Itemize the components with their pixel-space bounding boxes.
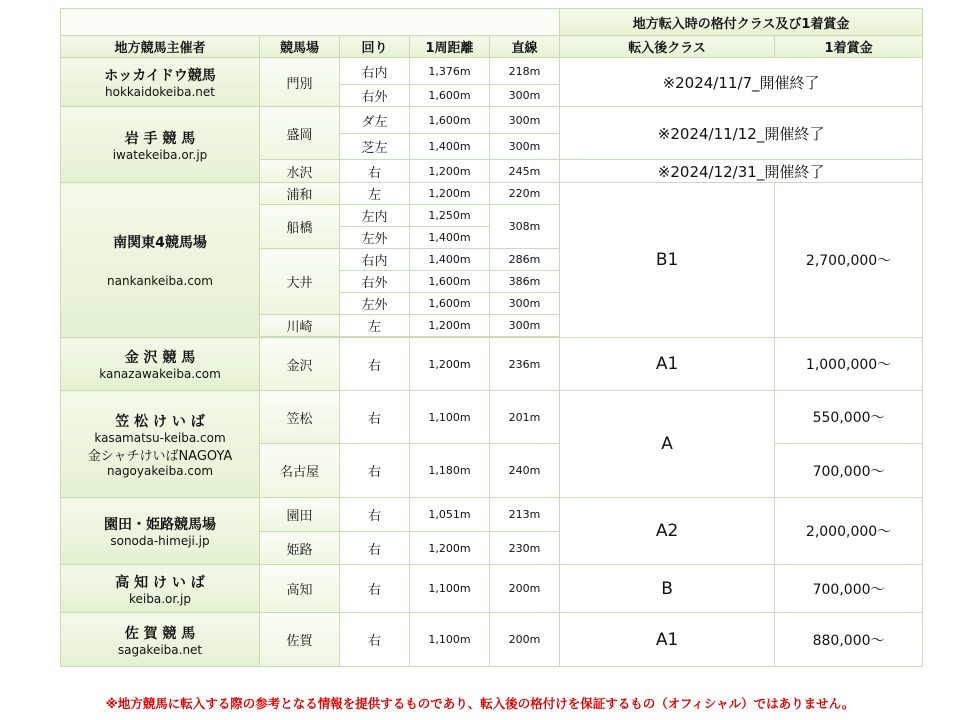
table-row (61, 107, 923, 134)
lap-distance: 1,400m (410, 249, 490, 271)
organizer-url[interactable]: kanazawakeiba.com (99, 367, 221, 381)
table-row (61, 391, 923, 444)
transfer-class: A1 (560, 338, 775, 391)
lap-distance: 1,200m (410, 160, 490, 183)
turn: 右 (340, 613, 410, 667)
turn: 左内 (340, 205, 410, 227)
organizer-name: 南関東4競馬場 (113, 235, 207, 251)
turn: 左 (340, 315, 410, 337)
disclaimer-note: ※地方競馬に転入する際の参考となる情報を提供するものであり、転入後の格付けを保証するもの（オフィシャル）ではありません。 (105, 696, 855, 711)
straight: 245m (490, 160, 560, 183)
organizer-name: 笠 松 け い ば (115, 413, 205, 430)
straight: 200m (490, 565, 560, 613)
turn: 芝左 (340, 134, 410, 160)
lap-distance: 1,200m (410, 315, 490, 337)
straight: 240m (490, 444, 560, 498)
lap-distance: 1,600m (410, 271, 490, 293)
organizer-cell (61, 613, 260, 667)
turn: 左外 (340, 293, 410, 315)
track-name: 水沢 (260, 160, 340, 183)
first-prize: 700,000～ (775, 444, 923, 498)
table-row (61, 338, 923, 391)
track-name: 笠松 (260, 391, 340, 444)
first-prize: 880,000～ (775, 613, 923, 667)
table-row (61, 498, 923, 532)
organizer-name: ホッカイドウ競馬 (104, 68, 216, 84)
turn: 右外 (340, 85, 410, 107)
straight: 200m (490, 613, 560, 667)
transfer-class: B (560, 565, 775, 613)
first-prize: 2,700,000～ (775, 183, 923, 338)
transfer-class: A (560, 391, 775, 498)
organizer-cell (61, 183, 260, 338)
lap-distance: 1,051m (410, 498, 490, 532)
organizer-name: 佐 賀 競 馬 (124, 625, 196, 642)
straight: 220m (490, 183, 560, 205)
turn: 左外 (340, 227, 410, 249)
straight: 386m (490, 271, 560, 293)
col-track: 競馬場 (260, 36, 340, 58)
organizer-cell (61, 498, 260, 565)
track-name: 金沢 (260, 338, 340, 391)
track-name: 佐賀 (260, 613, 340, 667)
organizer-url[interactable]: sagakeiba.net (117, 642, 203, 657)
organizer-url[interactable]: keiba.or.jp (129, 591, 191, 606)
organizer-url[interactable]: nagoyakeiba.com (106, 463, 214, 478)
lap-distance: 1,400m (410, 134, 490, 160)
col-class: 転入後クラス (560, 36, 775, 58)
track-name: 大井 (260, 249, 340, 315)
turn: 右 (340, 498, 410, 532)
table-row (61, 613, 923, 667)
straight: 308m (490, 205, 560, 249)
lap-distance: 1,250m (410, 205, 490, 227)
organizer-cell (61, 107, 260, 183)
track-name: 川崎 (260, 315, 340, 337)
organizer-url[interactable]: kasamatsu-keiba.com (94, 430, 226, 445)
lap-distance: 1,100m (410, 613, 490, 667)
turn: 右 (340, 338, 410, 391)
organizer-url[interactable]: sonoda-himeji.jp (110, 534, 210, 548)
turn: 右 (340, 532, 410, 565)
lap-distance: 1,376m (410, 58, 490, 85)
organizer-cell (61, 565, 260, 613)
table-row (61, 565, 923, 613)
track-name: 園田 (260, 498, 340, 532)
first-prize: 550,000～ (775, 391, 923, 444)
transfer-class: A2 (560, 498, 775, 565)
closed-note: ※2024/11/12_開催終了 (560, 107, 923, 160)
track-name: 門別 (260, 58, 340, 107)
transfer-class-table (60, 8, 923, 667)
organizer-cell (61, 338, 260, 391)
lap-distance: 1,600m (410, 107, 490, 134)
first-prize: 1,000,000～ (775, 338, 923, 391)
turn: 右 (340, 565, 410, 613)
straight: 218m (490, 58, 560, 85)
col-organizer: 地方競馬主催者 (61, 36, 260, 58)
straight: 300m (490, 85, 560, 107)
transfer-class: B1 (560, 183, 775, 338)
straight: 236m (490, 338, 560, 391)
straight: 300m (490, 315, 560, 337)
lap-distance: 1,180m (410, 444, 490, 498)
header-blank (61, 9, 560, 36)
organizer-cell (61, 391, 260, 498)
lap-distance: 1,100m (410, 391, 490, 444)
organizer-url[interactable]: hokkaidokeiba.net (105, 85, 215, 99)
turn: 左 (340, 183, 410, 205)
straight: 286m (490, 249, 560, 271)
track-name: 名古屋 (260, 444, 340, 498)
lap-distance: 1,200m (410, 532, 490, 565)
turn: 右 (340, 444, 410, 498)
turn: 右内 (340, 249, 410, 271)
straight: 230m (490, 532, 560, 565)
straight: 300m (490, 107, 560, 134)
straight: 300m (490, 293, 560, 315)
turn: 右内 (340, 58, 410, 85)
lap-distance: 1,400m (410, 227, 490, 249)
straight: 201m (490, 391, 560, 444)
col-turn: 回り (340, 36, 410, 58)
organizer-url[interactable]: nankankeiba.com (107, 274, 213, 288)
straight: 300m (490, 134, 560, 160)
turn: 右 (340, 160, 410, 183)
track-name: 盛岡 (260, 107, 340, 160)
lap-distance: 1,600m (410, 293, 490, 315)
track-name: 高知 (260, 565, 340, 613)
table-row (61, 183, 923, 205)
col-lap: 1周距離 (410, 36, 490, 58)
table-row (61, 58, 923, 85)
lap-distance: 1,200m (410, 338, 490, 391)
closed-note: ※2024/11/7_開催終了 (560, 58, 923, 107)
organizer-url[interactable]: iwatekeiba.or.jp (112, 147, 208, 162)
turn: 右外 (340, 271, 410, 293)
straight: 213m (490, 498, 560, 532)
track-name: 船橋 (260, 205, 340, 249)
organizer-cell (61, 58, 260, 107)
header-group-title: 地方転入時の格付クラス及び1着賞金 (560, 9, 923, 36)
organizer-name: 金シャチけいばNAGOYA (87, 448, 233, 464)
organizer-name: 園田・姫路競馬場 (104, 517, 216, 533)
first-prize: 2,000,000～ (775, 498, 923, 565)
transfer-class: A1 (560, 613, 775, 667)
organizer-name: 高 知 け い ば (115, 574, 205, 591)
lap-distance: 1,600m (410, 85, 490, 107)
col-prize: 1着賞金 (775, 36, 923, 58)
track-name: 姫路 (260, 532, 340, 565)
first-prize: 700,000～ (775, 565, 923, 613)
turn: ダ左 (340, 107, 410, 134)
organizer-name: 金 沢 競 馬 (124, 350, 196, 366)
lap-distance: 1,100m (410, 565, 490, 613)
turn: 右 (340, 391, 410, 444)
lap-distance: 1,200m (410, 183, 490, 205)
closed-note: ※2024/12/31_開催終了 (560, 160, 923, 183)
track-name: 浦和 (260, 183, 340, 205)
col-straight: 直線 (490, 36, 560, 58)
organizer-name: 岩 手 競 馬 (124, 130, 196, 147)
